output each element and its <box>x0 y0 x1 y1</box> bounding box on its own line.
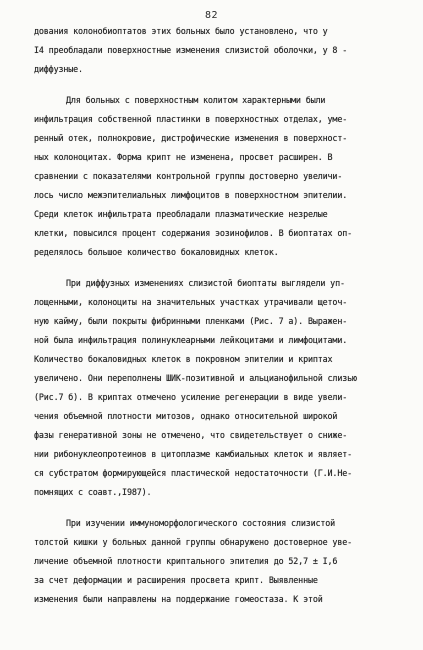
text-line: ную кайму, были покрыты фибринными пленками (Рис. 7 а). Выражен- <box>34 316 348 326</box>
text-line: При изучении иммуноморфологического состояния слизистой <box>66 518 336 528</box>
text-line: лощенными, колоноциты на значительных участках утрачивали щеточ- <box>34 297 348 307</box>
text-line: толстой кишки у больных данной группы обнаружено достоверное уве- <box>34 537 352 547</box>
text-line: ренный отек, полнокровие, дистрофические изменения в поверхност- <box>34 133 348 143</box>
text-line: изменения были направлены на поддержание гомеостаза. К этой <box>34 594 323 604</box>
text-line: сравнении с показателями контрольной группы достоверно увеличи- <box>34 171 343 181</box>
text-line: ся субстратом формирующейся пластической недостаточности (Г.И.Не- <box>34 468 352 478</box>
text-line: ных колоноцитах. Форма крипт не изменена, просвет расширен. В <box>34 152 333 162</box>
text-line: диффузные. <box>34 64 83 74</box>
text-line: увеличено. Они переполнены ШИК-позитивной и альцианофильной слизью <box>34 373 357 383</box>
text-line: помнящих с соавт.,I987). <box>34 487 152 497</box>
text-line: Для больных с поверхностным колитом характерными были <box>66 95 326 105</box>
text-line: Среди клеток инфильтрата преобладали плазматические незрелые <box>34 209 328 219</box>
text-line: Количество бокаловидных клеток в покровном эпителии и криптах <box>34 354 333 364</box>
text-line: ной была инфильтрация полинуклеарными лейкоцитами и лимфоцитами. <box>34 335 348 345</box>
text-line: ределялось большое количество бокаловидных клеток. <box>34 247 279 257</box>
text-line: I4 преобладали поверхностные изменения слизистой оболочки, у 8 - <box>34 45 348 55</box>
text-line: чения объемной плотности митозов, однако относительной широкой <box>34 411 338 421</box>
text-line: При диффузных изменениях слизистой биоптаты выглядели уп- <box>66 278 345 288</box>
text-line: личение объемной плотности криптального эпителия до 52,7 ± I,6 <box>34 556 338 566</box>
text-line: инфильтрация собственной пластинки в поверхностных отделах, уме- <box>34 114 348 124</box>
text-line: (Рис.7 б). В криптах отмечено усиление регенерации в виде увели- <box>34 392 348 402</box>
text-line: нии рибонуклеопротеинов в цитоплазме камбиальных клеток и являет- <box>34 449 352 459</box>
text-line: лось число межэпителиальных лимфоцитов в поверхностном эпителии. <box>34 190 348 200</box>
text-line: фазы генеративной зоны не отмечено, что свидетельствует о сниже- <box>34 430 348 440</box>
text-line: дования колонобиоптатов этих больных было установлено, что у <box>34 26 328 36</box>
page-number: 82 <box>204 10 219 21</box>
text-line: клетки, повысился процент содержания эозинофилов. В биоптатах оп- <box>34 228 352 238</box>
text-line: за счет деформации и расширения просвета крипт. Выявленные <box>34 575 318 585</box>
